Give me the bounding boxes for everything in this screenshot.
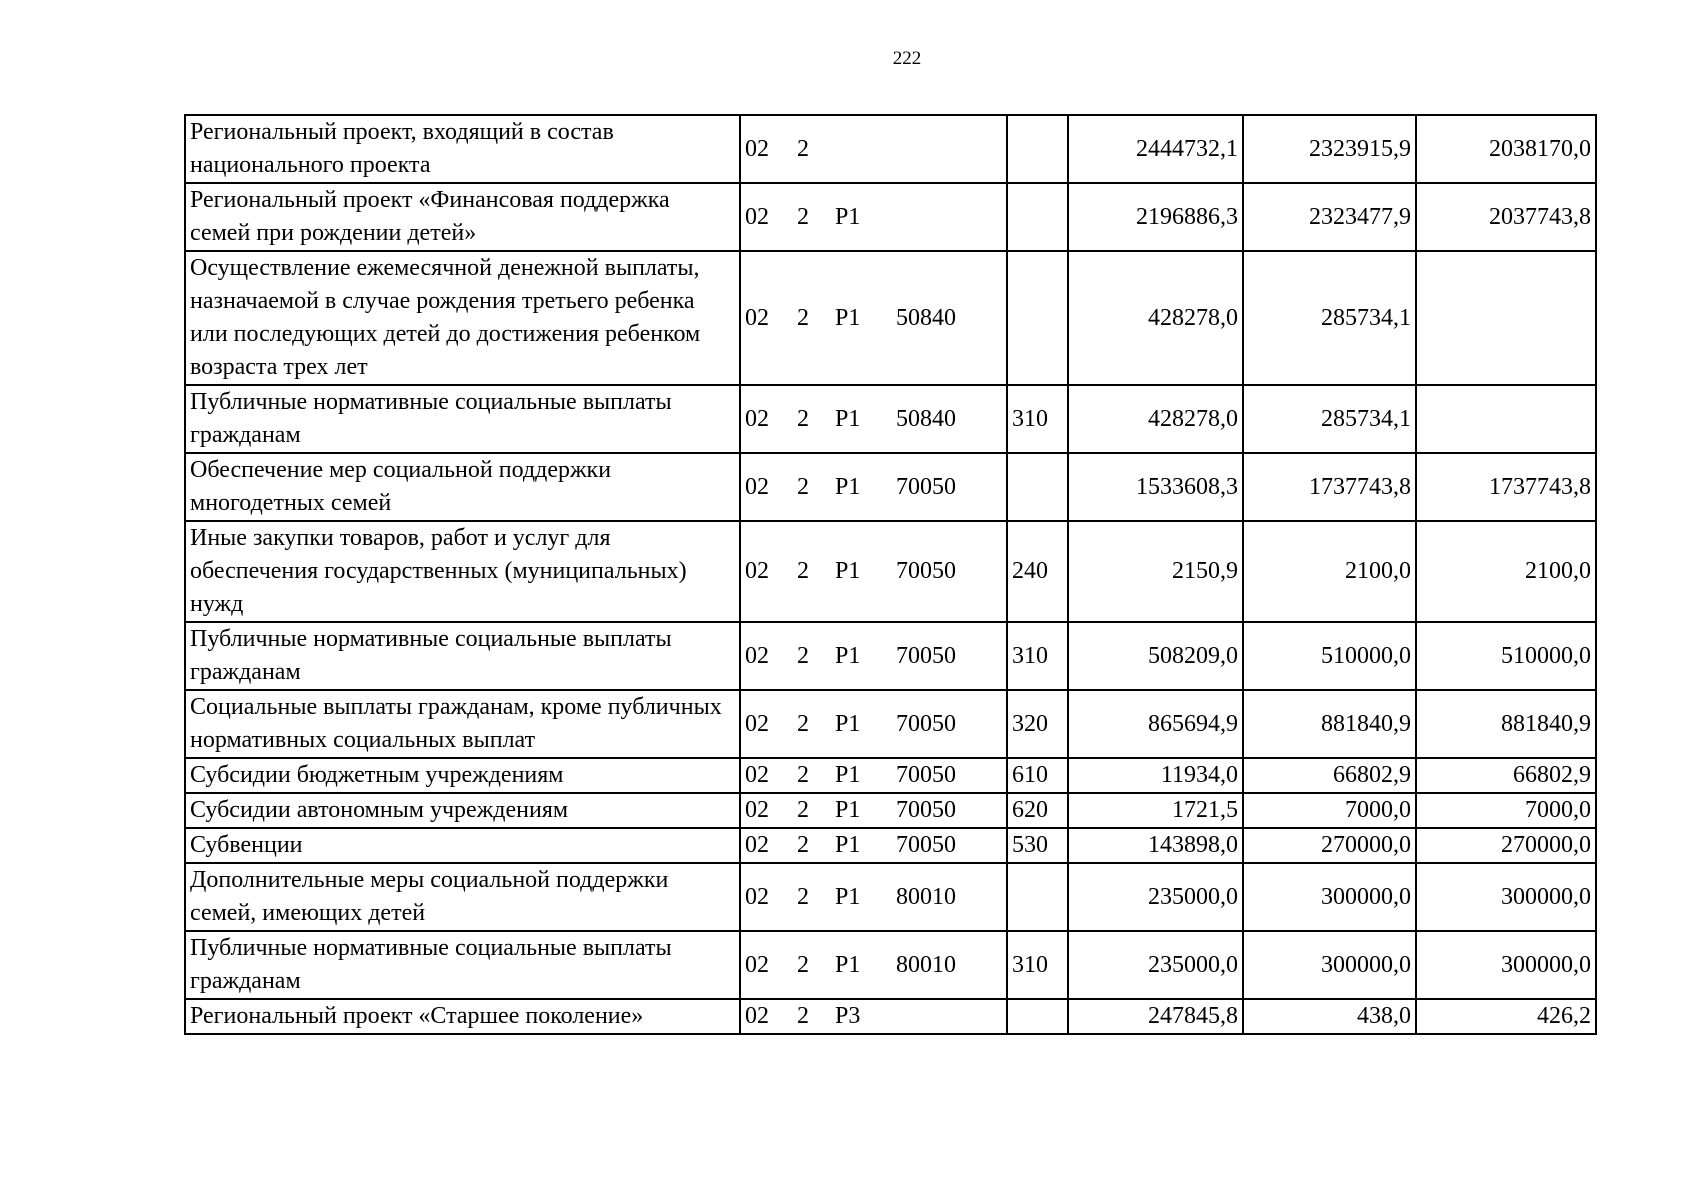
classification-code-cell bbox=[740, 863, 1007, 931]
code-project: P1 bbox=[835, 473, 861, 500]
table-row bbox=[185, 863, 1596, 931]
code-subprogram: 2 bbox=[797, 135, 809, 162]
amount-year-2-cell: 285734,1 bbox=[1243, 385, 1416, 453]
code-project: P1 bbox=[835, 710, 861, 737]
budget-table bbox=[184, 114, 1597, 1035]
expense-type-cell: 620 bbox=[1007, 793, 1068, 828]
amount-year-2-cell: 881840,9 bbox=[1243, 690, 1416, 758]
code-direction: 70050 bbox=[896, 797, 956, 823]
amount-year-1-cell: 1533608,3 bbox=[1068, 453, 1243, 521]
classification-code-cell bbox=[740, 793, 1007, 828]
code-project: P1 bbox=[835, 558, 861, 584]
expense-type-cell: 310 bbox=[1007, 622, 1068, 690]
expense-name: Региональный проект «Финансовая поддержка семей при рождении детей» bbox=[190, 187, 670, 246]
amount-year-1-cell: 1721,5 bbox=[1068, 793, 1243, 828]
amount-year-3-cell: 270000,0 bbox=[1416, 828, 1596, 863]
code-project: P1 bbox=[835, 832, 861, 858]
expense-name-cell bbox=[185, 793, 740, 828]
code-section: 02 bbox=[745, 883, 769, 910]
expense-name-cell bbox=[185, 690, 740, 758]
expense-type-cell: 310 bbox=[1007, 385, 1068, 453]
classification-code-cell bbox=[740, 385, 1007, 453]
code-subprogram: 2 bbox=[797, 883, 809, 910]
code-section: 02 bbox=[745, 710, 769, 737]
code-subprogram: 2 bbox=[797, 558, 809, 584]
expense-type-cell bbox=[1007, 183, 1068, 251]
expense-name: Публичные нормативные социальные выплаты гражданам bbox=[190, 935, 672, 994]
amount-year-3-cell: 300000,0 bbox=[1416, 863, 1596, 931]
code-project: P1 bbox=[835, 642, 861, 669]
amount-year-2-cell: 2323915,9 bbox=[1243, 115, 1416, 183]
table-row bbox=[185, 115, 1596, 183]
code-project: P1 bbox=[835, 883, 861, 910]
code-section: 02 bbox=[745, 762, 769, 788]
amount-year-1-cell: 2196886,3 bbox=[1068, 183, 1243, 251]
expense-type-cell: 240 bbox=[1007, 521, 1068, 622]
table-row bbox=[185, 622, 1596, 690]
table-row bbox=[185, 999, 1596, 1034]
code-section: 02 bbox=[745, 203, 769, 230]
code-direction: 70050 bbox=[896, 832, 956, 858]
code-direction: 70050 bbox=[896, 642, 956, 669]
expense-name: Дополнительные меры социальной поддержки семей, имеющих детей bbox=[190, 867, 669, 926]
expense-name: Иные закупки товаров, работ и услуг для обеспечения государственных (муниципальных) нужд bbox=[190, 525, 687, 617]
expense-name: Публичные нормативные социальные выплаты гражданам bbox=[190, 389, 672, 448]
amount-year-1-cell: 143898,0 bbox=[1068, 828, 1243, 863]
expense-type-cell bbox=[1007, 453, 1068, 521]
code-subprogram: 2 bbox=[797, 304, 809, 331]
amount-year-1-cell: 428278,0 bbox=[1068, 385, 1243, 453]
amount-year-1-cell: 865694,9 bbox=[1068, 690, 1243, 758]
code-subprogram: 2 bbox=[797, 1003, 809, 1029]
amount-year-1-cell: 428278,0 bbox=[1068, 251, 1243, 385]
code-subprogram: 2 bbox=[797, 642, 809, 669]
table-row bbox=[185, 521, 1596, 622]
code-project: P1 bbox=[835, 405, 861, 432]
amount-year-3-cell: 881840,9 bbox=[1416, 690, 1596, 758]
expense-name-cell bbox=[185, 183, 740, 251]
table-row bbox=[185, 690, 1596, 758]
code-direction: 70050 bbox=[896, 710, 956, 737]
expense-name-cell bbox=[185, 521, 740, 622]
table-row bbox=[185, 183, 1596, 251]
expense-name: Публичные нормативные социальные выплаты гражданам bbox=[190, 626, 672, 685]
expense-name-cell bbox=[185, 385, 740, 453]
amount-year-1-cell: 247845,8 bbox=[1068, 999, 1243, 1034]
code-project: P1 bbox=[835, 797, 861, 823]
expense-type-cell: 310 bbox=[1007, 931, 1068, 999]
expense-name-cell bbox=[185, 622, 740, 690]
expense-type-cell bbox=[1007, 251, 1068, 385]
amount-year-3-cell: 66802,9 bbox=[1416, 758, 1596, 793]
code-subprogram: 2 bbox=[797, 797, 809, 823]
code-section: 02 bbox=[745, 797, 769, 823]
page-number: 222 bbox=[892, 48, 922, 69]
expense-name-cell bbox=[185, 115, 740, 183]
expense-type-cell: 320 bbox=[1007, 690, 1068, 758]
code-direction: 70050 bbox=[896, 558, 956, 584]
table-row bbox=[185, 828, 1596, 863]
expense-name-cell bbox=[185, 251, 740, 385]
classification-code-cell bbox=[740, 115, 1007, 183]
expense-name: Субвенции bbox=[190, 832, 303, 858]
classification-code-cell bbox=[740, 622, 1007, 690]
code-subprogram: 2 bbox=[797, 405, 809, 432]
expense-type-cell bbox=[1007, 863, 1068, 931]
amount-year-3-cell bbox=[1416, 385, 1596, 453]
amount-year-1-cell: 2150,9 bbox=[1068, 521, 1243, 622]
expense-name: Обеспечение мер социальной поддержки многодетных семей bbox=[190, 457, 612, 516]
code-section: 02 bbox=[745, 473, 769, 500]
expense-name-cell bbox=[185, 828, 740, 863]
code-direction: 50840 bbox=[896, 405, 956, 432]
code-direction: 70050 bbox=[896, 473, 956, 500]
expense-type-cell bbox=[1007, 115, 1068, 183]
code-section: 02 bbox=[745, 642, 769, 669]
code-project: P1 bbox=[835, 762, 861, 788]
expense-type-cell: 530 bbox=[1007, 828, 1068, 863]
table-row bbox=[185, 931, 1596, 999]
expense-name: Осуществление ежемесячной денежной выплаты, назначаемой в случае рождения третьего ребенка или последующих детей до достижения ребенком возраста трех лет bbox=[190, 255, 701, 380]
expense-name-cell bbox=[185, 453, 740, 521]
classification-code-cell bbox=[740, 828, 1007, 863]
code-section: 02 bbox=[745, 135, 769, 162]
amount-year-1-cell: 235000,0 bbox=[1068, 931, 1243, 999]
classification-code-cell bbox=[740, 758, 1007, 793]
amount-year-3-cell: 2037743,8 bbox=[1416, 183, 1596, 251]
classification-code-cell bbox=[740, 251, 1007, 385]
code-section: 02 bbox=[745, 951, 769, 978]
amount-year-1-cell: 11934,0 bbox=[1068, 758, 1243, 793]
code-section: 02 bbox=[745, 558, 769, 584]
code-project: P1 bbox=[835, 203, 861, 230]
amount-year-1-cell: 2444732,1 bbox=[1068, 115, 1243, 183]
amount-year-3-cell bbox=[1416, 251, 1596, 385]
table-row bbox=[185, 251, 1596, 385]
code-section: 02 bbox=[745, 304, 769, 331]
amount-year-3-cell: 1737743,8 bbox=[1416, 453, 1596, 521]
code-project: P3 bbox=[835, 1003, 861, 1029]
code-subprogram: 2 bbox=[797, 473, 809, 500]
amount-year-2-cell: 300000,0 bbox=[1243, 863, 1416, 931]
amount-year-2-cell: 270000,0 bbox=[1243, 828, 1416, 863]
amount-year-2-cell: 2100,0 bbox=[1243, 521, 1416, 622]
amount-year-1-cell: 508209,0 bbox=[1068, 622, 1243, 690]
budget-table-body bbox=[185, 115, 1596, 1034]
expense-name-cell bbox=[185, 758, 740, 793]
amount-year-2-cell: 2323477,9 bbox=[1243, 183, 1416, 251]
amount-year-2-cell: 7000,0 bbox=[1243, 793, 1416, 828]
expense-name: Субсидии автономным учреждениям bbox=[190, 797, 569, 823]
expense-name-cell bbox=[185, 863, 740, 931]
code-project: P1 bbox=[835, 304, 861, 331]
expense-type-cell: 610 bbox=[1007, 758, 1068, 793]
amount-year-2-cell: 300000,0 bbox=[1243, 931, 1416, 999]
code-subprogram: 2 bbox=[797, 710, 809, 737]
code-subprogram: 2 bbox=[797, 832, 809, 858]
amount-year-2-cell: 66802,9 bbox=[1243, 758, 1416, 793]
expense-type-cell bbox=[1007, 999, 1068, 1034]
code-section: 02 bbox=[745, 1003, 769, 1029]
table-row bbox=[185, 385, 1596, 453]
classification-code-cell bbox=[740, 999, 1007, 1034]
amount-year-2-cell: 438,0 bbox=[1243, 999, 1416, 1034]
amount-year-2-cell: 510000,0 bbox=[1243, 622, 1416, 690]
classification-code-cell bbox=[740, 690, 1007, 758]
expense-name-cell bbox=[185, 999, 740, 1034]
code-subprogram: 2 bbox=[797, 203, 809, 230]
amount-year-3-cell: 2038170,0 bbox=[1416, 115, 1596, 183]
expense-name: Региональный проект, входящий в состав национального проекта bbox=[190, 119, 614, 178]
code-direction: 80010 bbox=[896, 883, 956, 910]
code-section: 02 bbox=[745, 832, 769, 858]
table-row bbox=[185, 453, 1596, 521]
expense-name: Региональный проект «Старшее поколение» bbox=[190, 1003, 644, 1029]
code-subprogram: 2 bbox=[797, 951, 809, 978]
expense-name: Субсидии бюджетным учреждениям bbox=[190, 762, 564, 788]
code-subprogram: 2 bbox=[797, 762, 809, 788]
code-project: P1 bbox=[835, 951, 861, 978]
expense-name: Социальные выплаты гражданам, кроме публичных нормативных социальных выплат bbox=[190, 694, 722, 753]
amount-year-3-cell: 426,2 bbox=[1416, 999, 1596, 1034]
amount-year-2-cell: 1737743,8 bbox=[1243, 453, 1416, 521]
amount-year-3-cell: 300000,0 bbox=[1416, 931, 1596, 999]
classification-code-cell bbox=[740, 931, 1007, 999]
expense-name-cell bbox=[185, 931, 740, 999]
code-section: 02 bbox=[745, 405, 769, 432]
code-direction: 70050 bbox=[896, 762, 956, 788]
table-row bbox=[185, 793, 1596, 828]
code-direction: 50840 bbox=[896, 304, 956, 331]
classification-code-cell bbox=[740, 521, 1007, 622]
amount-year-3-cell: 2100,0 bbox=[1416, 521, 1596, 622]
classification-code-cell bbox=[740, 453, 1007, 521]
table-row bbox=[185, 758, 1596, 793]
code-direction: 80010 bbox=[896, 951, 956, 978]
amount-year-3-cell: 7000,0 bbox=[1416, 793, 1596, 828]
amount-year-1-cell: 235000,0 bbox=[1068, 863, 1243, 931]
amount-year-3-cell: 510000,0 bbox=[1416, 622, 1596, 690]
amount-year-2-cell: 285734,1 bbox=[1243, 251, 1416, 385]
classification-code-cell bbox=[740, 183, 1007, 251]
